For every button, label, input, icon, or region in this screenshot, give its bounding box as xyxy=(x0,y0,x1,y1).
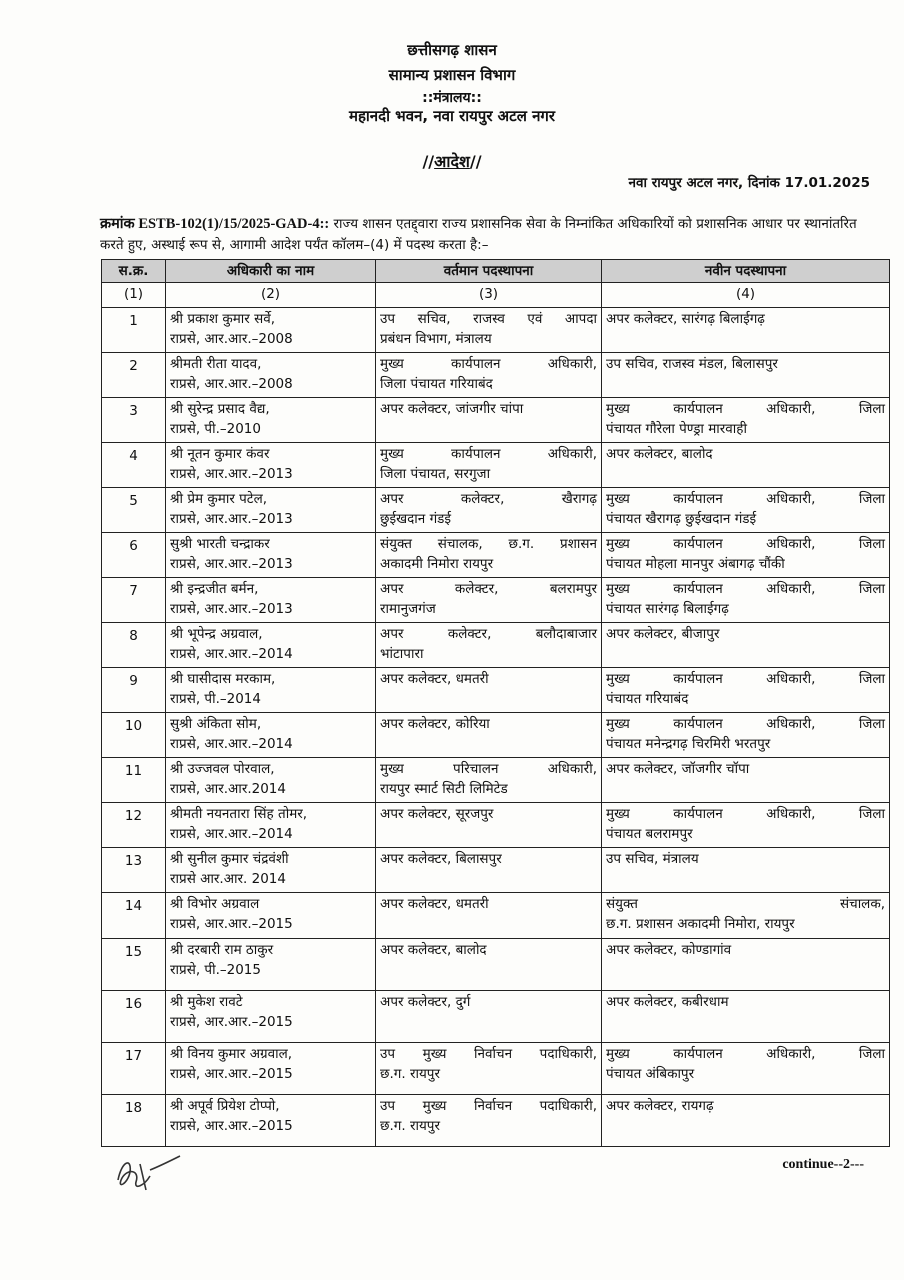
officer-name: श्रीमती रीता यादव, xyxy=(170,356,262,372)
table-row xyxy=(102,803,890,848)
new-posting-line1: मुख्य कार्यपालन अधिकारी, जिला xyxy=(606,536,885,552)
new-posting-line2: पंचायत गौरेला पेण्ड्रा मारवाही xyxy=(606,421,747,437)
current-posting-line2: रामानुजगंज xyxy=(380,601,436,617)
current-posting-line1: उप सचिव, राजस्व एवं आपदा xyxy=(380,311,597,327)
new-posting-cell xyxy=(602,939,890,991)
current-posting-line1: संयुक्त संचालक, छ.ग. प्रशासन xyxy=(380,536,597,552)
col-number: (1) xyxy=(102,283,166,308)
current-posting-cell xyxy=(376,353,602,398)
current-posting-line1: अपर कलेक्टर, सूरजपुर xyxy=(380,806,494,822)
table-row xyxy=(102,398,890,443)
officer-service: राप्रसे, आर.आर.–2014 xyxy=(170,646,293,662)
serial-number: 7 xyxy=(102,578,166,623)
officer-name-cell xyxy=(166,308,376,353)
officer-name: श्री मुकेश रावटे xyxy=(170,994,243,1010)
header-address: महानदी भवन, नवा रायपुर अटल नगर xyxy=(348,107,556,125)
officer-name: श्री दरबारी राम ठाकुर xyxy=(170,942,274,958)
officer-name: श्री प्रेम कुमार पटेल, xyxy=(170,491,268,507)
table-row xyxy=(102,533,890,578)
current-posting-line1: अपर कलेक्टर, बलरामपुर xyxy=(380,581,597,597)
current-posting-line1: अपर कलेक्टर, बालोद xyxy=(380,942,487,958)
table-row xyxy=(102,939,890,991)
officer-name-cell xyxy=(166,758,376,803)
table-row xyxy=(102,1095,890,1147)
table-row xyxy=(102,488,890,533)
order-title-text: आदेश xyxy=(434,152,470,171)
new-posting-line1: अपर कलेक्टर, कबीरधाम xyxy=(606,994,729,1010)
current-posting-line1: मुख्य परिचालन अधिकारी, xyxy=(380,761,597,777)
officer-name-cell xyxy=(166,991,376,1043)
serial-number: 4 xyxy=(102,443,166,488)
new-posting-cell xyxy=(602,668,890,713)
current-posting-cell xyxy=(376,939,602,991)
officer-name: श्री उज्जवल पोरवाल, xyxy=(170,761,275,777)
officer-name: श्री अपूर्व प्रियेश टोप्पो, xyxy=(170,1098,280,1114)
officer-name-cell xyxy=(166,1043,376,1095)
new-posting-cell xyxy=(602,848,890,893)
current-posting-line2: रायपुर स्मार्ट सिटी लिमिटेड xyxy=(380,781,508,797)
new-posting-line1: मुख्य कार्यपालन अधिकारी, जिला xyxy=(606,671,885,687)
new-posting-line2: पंचायत खैरागढ़ छुईखदान गंडई xyxy=(606,511,757,527)
current-posting-line1: अपर कलेक्टर, धमतरी xyxy=(380,896,489,912)
officer-service: राप्रसे, आर.आर.–2014 xyxy=(170,826,293,842)
new-posting-line1: मुख्य कार्यपालन अधिकारी, जिला xyxy=(606,581,885,597)
new-posting-line1: अपर कलेक्टर, बालोद xyxy=(606,446,713,462)
serial-number: 10 xyxy=(102,713,166,758)
serial-number: 16 xyxy=(102,991,166,1043)
new-posting-cell xyxy=(602,623,890,668)
serial-number: 9 xyxy=(102,668,166,713)
new-posting-cell xyxy=(602,308,890,353)
current-posting-cell xyxy=(376,533,602,578)
serial-number: 17 xyxy=(102,1043,166,1095)
officer-service: राप्रसे, पी.–2010 xyxy=(170,421,261,437)
officer-name-cell xyxy=(166,353,376,398)
current-posting-line1: अपर कलेक्टर, खैरागढ़ xyxy=(380,491,597,507)
officer-name-cell xyxy=(166,488,376,533)
col-number: (3) xyxy=(376,283,602,308)
officer-service: राप्रसे, आर.आर.–2013 xyxy=(170,556,293,572)
current-posting-cell xyxy=(376,758,602,803)
signature xyxy=(110,1150,190,1200)
table-row xyxy=(102,893,890,939)
new-posting-line2: पंचायत गरियाबंद xyxy=(606,691,689,707)
new-posting-line2: पंचायत अंबिकापुर xyxy=(606,1066,695,1082)
header-department: सामान्य प्रशासन विभाग xyxy=(388,66,516,84)
officer-name: श्री प्रकाश कुमार सर्वे, xyxy=(170,311,276,327)
officer-name-cell xyxy=(166,893,376,939)
current-posting-line2: छुईखदान गंडई xyxy=(380,511,452,527)
current-posting-line1: अपर कलेक्टर, धमतरी xyxy=(380,671,489,687)
serial-number: 1 xyxy=(102,308,166,353)
current-posting-line1: मुख्य कार्यपालन अधिकारी, xyxy=(380,356,597,372)
serial-number: 3 xyxy=(102,398,166,443)
new-posting-line1: उप सचिव, मंत्रालय xyxy=(606,851,699,867)
col-number: (4) xyxy=(602,283,890,308)
new-posting-line1: मुख्य कार्यपालन अधिकारी, जिला xyxy=(606,401,885,417)
serial-number: 5 xyxy=(102,488,166,533)
officer-service: राप्रसे, आर.आर.–2015 xyxy=(170,1118,293,1134)
table-row xyxy=(102,713,890,758)
officer-name: श्री सुरेन्द्र प्रसाद वैद्य, xyxy=(170,401,270,417)
new-posting-line1: अपर कलेक्टर, जॉजगीर चॉपा xyxy=(606,761,750,777)
table-row xyxy=(102,758,890,803)
new-posting-line2: पंचायत मनेन्द्रगढ़ चिरमिरी भरतपुर xyxy=(606,736,771,752)
new-posting-line1: अपर कलेक्टर, कोण्डागांव xyxy=(606,942,732,958)
new-posting-line1: मुख्य कार्यपालन अधिकारी, जिला xyxy=(606,716,885,732)
officer-name: सुश्री भारती चन्द्राकर xyxy=(170,536,270,552)
new-posting-line1: अपर कलेक्टर, सारंगढ़ बिलाईगढ़ xyxy=(606,311,765,327)
current-posting-line1: अपर कलेक्टर, बिलासपुर xyxy=(380,851,502,867)
officer-name-cell xyxy=(166,1095,376,1147)
serial-number: 14 xyxy=(102,893,166,939)
current-posting-cell xyxy=(376,623,602,668)
new-posting-cell xyxy=(602,893,890,939)
officer-name-cell xyxy=(166,713,376,758)
officer-service: राप्रसे, आर.आर.–2008 xyxy=(170,376,293,392)
current-posting-line1: मुख्य कार्यपालन अधिकारी, xyxy=(380,446,597,462)
header-officer-name: अधिकारी का नाम xyxy=(166,260,376,283)
officer-name: श्री इन्द्रजीत बर्मन, xyxy=(170,581,259,597)
order-title-prefix: // xyxy=(422,152,435,171)
officer-name: श्री विभोर अग्रवाल xyxy=(170,896,260,912)
continue-note: continue--2--- xyxy=(782,1157,864,1172)
transfer-table xyxy=(101,259,890,1147)
serial-number: 12 xyxy=(102,803,166,848)
current-posting-line2: अकादमी निमोरा रायपुर xyxy=(380,556,494,572)
header-serial: स.क्र. xyxy=(102,260,166,283)
current-posting-cell xyxy=(376,443,602,488)
officer-name-cell xyxy=(166,939,376,991)
new-posting-cell xyxy=(602,1095,890,1147)
officer-service: राप्रसे, आर.आर.–2015 xyxy=(170,1014,293,1030)
officer-name: श्री भूपेन्द्र अग्रवाल, xyxy=(170,626,263,642)
current-posting-cell xyxy=(376,991,602,1043)
current-posting-line1: अपर कलेक्टर, दुर्ग xyxy=(380,994,471,1010)
order-title xyxy=(0,150,904,172)
order-title-suffix: // xyxy=(469,152,482,171)
header-ministry: ::मंत्रालय:: xyxy=(422,90,482,106)
new-posting-line1: संयुक्त संचालक, xyxy=(606,896,885,912)
serial-number: 11 xyxy=(102,758,166,803)
new-posting-cell xyxy=(602,758,890,803)
serial-number: 6 xyxy=(102,533,166,578)
officer-service: राप्रसे, पी.–2014 xyxy=(170,691,261,707)
current-posting-line2: छ.ग. रायपुर xyxy=(380,1118,440,1134)
current-posting-cell xyxy=(376,848,602,893)
current-posting-line2: जिला पंचायत गरियाबंद xyxy=(380,376,493,392)
header-government: छत्तीसगढ़ शासन xyxy=(407,41,497,59)
new-posting-cell xyxy=(602,443,890,488)
new-posting-cell xyxy=(602,1043,890,1095)
new-posting-line1: अपर कलेक्टर, बीजापुर xyxy=(606,626,720,642)
current-posting-line1: अपर कलेक्टर, जांजगीर चांपा xyxy=(380,401,524,417)
serial-number: 18 xyxy=(102,1095,166,1147)
new-posting-line2: छ.ग. प्रशासन अकादमी निमोरा, रायपुर xyxy=(606,916,795,932)
new-posting-cell xyxy=(602,803,890,848)
serial-number: 13 xyxy=(102,848,166,893)
officer-service: राप्रसे, आर.आर.–2015 xyxy=(170,916,293,932)
new-posting-cell xyxy=(602,353,890,398)
new-posting-cell xyxy=(602,578,890,623)
current-posting-line1: उप मुख्य निर्वाचन पदाधिकारी, xyxy=(380,1046,597,1062)
new-posting-line1: उप सचिव, राजस्व मंडल, बिलासपुर xyxy=(606,356,778,372)
current-posting-line1: अपर कलेक्टर, बलौदाबाजार xyxy=(380,626,597,642)
new-posting-cell xyxy=(602,398,890,443)
serial-number: 15 xyxy=(102,939,166,991)
current-posting-cell xyxy=(376,398,602,443)
current-posting-cell xyxy=(376,803,602,848)
new-posting-cell xyxy=(602,991,890,1043)
officer-name-cell xyxy=(166,533,376,578)
officer-service: राप्रसे आर.आर. 2014 xyxy=(170,871,286,887)
table-row xyxy=(102,848,890,893)
officer-name: श्री घासीदास मरकाम, xyxy=(170,671,276,687)
officer-service: राप्रसे, आर.आर.–2013 xyxy=(170,511,293,527)
order-dateline: नवा रायपुर अटल नगर, दिनांक 17.01.2025 xyxy=(628,175,870,191)
current-posting-cell xyxy=(376,578,602,623)
current-posting-line2: भांटापारा xyxy=(380,646,424,662)
new-posting-line2: पंचायत बलरामपुर xyxy=(606,826,693,842)
officer-service: राप्रसे, आर.आर.–2013 xyxy=(170,466,293,482)
table-row xyxy=(102,991,890,1043)
officer-service: राप्रसे, आर.आर.–2015 xyxy=(170,1066,293,1082)
officer-name-cell xyxy=(166,443,376,488)
order-reference: क्रमांक ESTB-102(1)/15/2025-GAD-4:: xyxy=(100,216,330,232)
officer-service: राप्रसे, पी.–2015 xyxy=(170,962,261,978)
officer-service: राप्रसे, आर.आर.–2013 xyxy=(170,601,293,617)
current-posting-cell xyxy=(376,1043,602,1095)
officer-name: श्री विनय कुमार अग्रवाल, xyxy=(170,1046,293,1062)
officer-name: श्री नूतन कुमार कंवर xyxy=(170,446,270,462)
officer-service: राप्रसे, आर.आर.2014 xyxy=(170,781,286,797)
table-row xyxy=(102,443,890,488)
officer-name-cell xyxy=(166,578,376,623)
current-posting-cell xyxy=(376,488,602,533)
officer-service: राप्रसे, आर.आर.–2014 xyxy=(170,736,293,752)
new-posting-line2: पंचायत सारंगढ़ बिलाईगढ़ xyxy=(606,601,729,617)
officer-name-cell xyxy=(166,848,376,893)
table-row xyxy=(102,668,890,713)
current-posting-line2: जिला पंचायत, सरगुजा xyxy=(380,466,491,482)
serial-number: 2 xyxy=(102,353,166,398)
officer-name-cell xyxy=(166,668,376,713)
officer-name-cell xyxy=(166,398,376,443)
current-posting-line2: छ.ग. रायपुर xyxy=(380,1066,440,1082)
new-posting-cell xyxy=(602,713,890,758)
table-row xyxy=(102,353,890,398)
current-posting-cell xyxy=(376,893,602,939)
current-posting-cell xyxy=(376,713,602,758)
current-posting-cell xyxy=(376,1095,602,1147)
new-posting-line1: मुख्य कार्यपालन अधिकारी, जिला xyxy=(606,806,885,822)
new-posting-line1: मुख्य कार्यपालन अधिकारी, जिला xyxy=(606,1046,885,1062)
current-posting-line1: उप मुख्य निर्वाचन पदाधिकारी, xyxy=(380,1098,597,1114)
col-number: (2) xyxy=(166,283,376,308)
officer-name: श्री सुनील कुमार चंद्रवंशी xyxy=(170,851,289,867)
header-current-posting: वर्तमान पदस्थापना xyxy=(376,260,602,283)
new-posting-cell xyxy=(602,488,890,533)
current-posting-line1: अपर कलेक्टर, कोरिया xyxy=(380,716,490,732)
new-posting-cell xyxy=(602,533,890,578)
table-row xyxy=(102,1043,890,1095)
serial-number: 8 xyxy=(102,623,166,668)
officer-service: राप्रसे, आर.आर.–2008 xyxy=(170,331,293,347)
officer-name: सुश्री अंकिता सोम, xyxy=(170,716,262,732)
table-row xyxy=(102,623,890,668)
header-new-posting: नवीन पदस्थापना xyxy=(602,260,890,283)
intro-paragraph xyxy=(100,214,875,256)
current-posting-line2: प्रबंधन विभाग, मंत्रालय xyxy=(380,331,492,347)
new-posting-line2: पंचायत मोहला मानपुर अंबागढ़ चौंकी xyxy=(606,556,785,572)
officer-name-cell xyxy=(166,803,376,848)
new-posting-line1: मुख्य कार्यपालन अधिकारी, जिला xyxy=(606,491,885,507)
new-posting-line1: अपर कलेक्टर, रायगढ़ xyxy=(606,1098,714,1114)
current-posting-cell xyxy=(376,308,602,353)
current-posting-cell xyxy=(376,668,602,713)
table-row xyxy=(102,578,890,623)
officer-name: श्रीमती नयनतारा सिंह तोमर, xyxy=(170,806,308,822)
table-row xyxy=(102,308,890,353)
intro-text: राज्य शासन एतद्द्वारा राज्य प्रशासनिक सेवा के निम्नांकित अधिकारियों को प्रशासनिक आधार पर स्थानांतरित करते हुए, अस्थाई रूप से, आगामी आदेश पर्यंत कॉलम–(4) में पदस्थ करता है:– xyxy=(100,216,857,253)
officer-name-cell xyxy=(166,623,376,668)
